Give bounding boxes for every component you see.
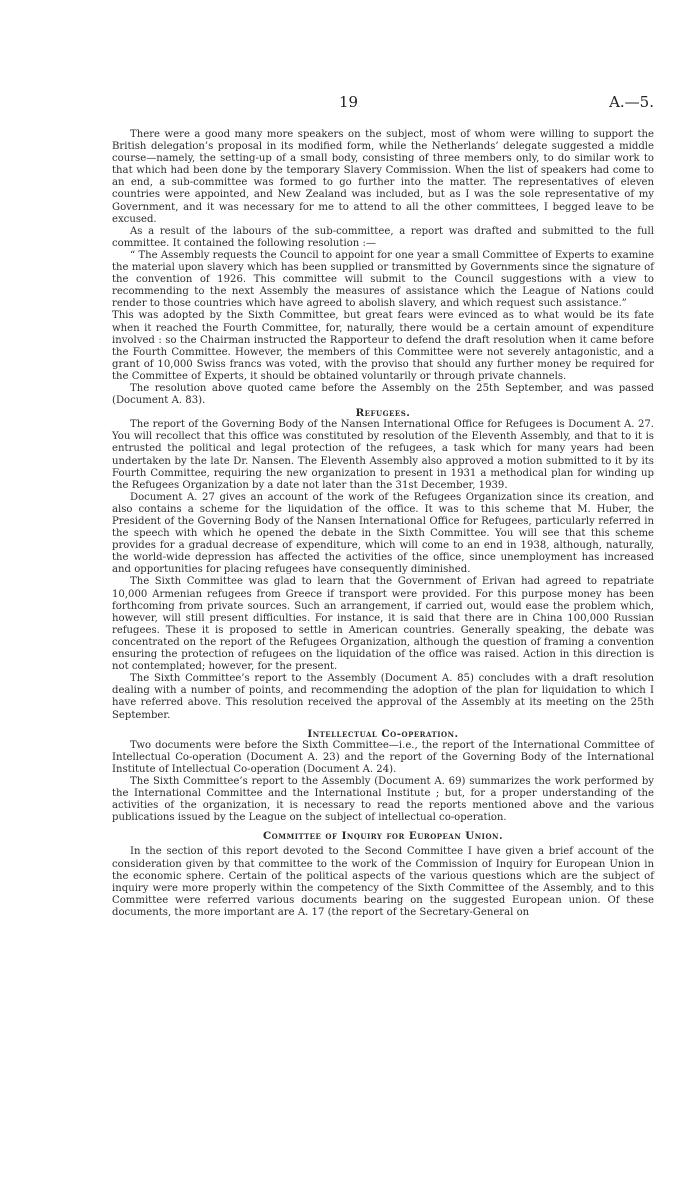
paragraph-nansen-office: The report of the Governing Body of the Nansen International Office for Refugees is Document A. 27. You will recollect that this office was constituted by resolution of the Eleventh Assembly, and that to it is entrusted the political and legal protection of the refugees, a task which for many years had been undertaken by the late Dr. Nansen. The Eleventh Assembly also approved a motion submitted to it by its Fourth Committee, requiring the new organization to present in 1931 a methodical plan for winding up the Refugees Organization by a date not later than the 31st December, 1939. (112, 419, 654, 491)
section-heading-refugees: Refugees. (355, 407, 411, 420)
paragraph-refugees-resolution: The Sixth Committee’s report to the Assembly (Document A. 85) concludes with a draft resolution dealing with a number of points, and recommending the adoption of the plan for liquidation to which I have referred above. This resolution received the approval of the Assembly at its meeting on the 25th September. (112, 673, 654, 721)
page-body (112, 129, 654, 919)
paragraph-erivan-refugees: The Sixth Committee was glad to learn that the Government of Erivan had agreed to repatriate 10,000 Armenian refugees from Greece if transport were provided. For this purpose money has been forthcoming from private sources. Such an arrangement, if carried out, would ease the problem which, however, will still present difficulties. For instance, it is said that there are in China 100,000 Russian refugees. These it is proposed to settle in American countries. Generally speaking, the debate was concentrated on the report of the Refugees Organization, although the question of framing a convention ensuring the protection of refugees on the liquidation of the office was raised. Action in this direction is not contemplated; however, for the present. (112, 576, 654, 673)
paragraph-intellectual-report: The Sixth Committee’s report to the Assembly (Document A. 69) summarizes the work performed by the International Committee and the International Institute ; but, for a proper understanding of the activities of the organization, it is necessary to read the reports mentioned above and the various publications issued by the League on the subject of intellectual co-operation. (112, 775, 654, 824)
page-header (0, 93, 700, 116)
paragraph-sub-committee-report: As a result of the labours of the sub-committee, a report was drafted and submitted to the full committee. It contained the following resolution :— (112, 225, 654, 249)
paragraph-liquidation-scheme: Document A. 27 gives an account of the work of the Refugees Organization since its creation, and also contains a scheme for the liquidation of the office. It was to this scheme that M. Huber, the President of the Governing Body of the Nansen International Office for Refugees, particularly referred in the speech with which he opened the debate in the Sixth Committee. You will see that this scheme provides for a gradual decrease of expenditure, which will come to an end in 1938, although, naturally, the world-wide depression has affected the activities of the office, since unemployment has increased and opportunities for placing refugees have consequently diminished. (112, 491, 654, 576)
paragraph-intellectual-documents: Two documents were before the Sixth Committee—i.e., the report of the International Committee of Intellectual Co-operation (Document A. 23) and the report of the Governing Body of the International Institute of Intellectual Co-operation (Document A. 24). (112, 739, 654, 775)
paragraph-adoption: This was adopted by the Sixth Committee, but great fears were evinced as to what would be its fate when it reached the Fourth Committee, for, naturally, there would be a certain amount of expenditure involved : so the Chairman instructed the Rapporteur to defend the draft resolution when it came before the Fourth Committee. However, the members of this Committee were not severely antagonistic, and a grant of 10,000 Swiss francs was voted, with the proviso that should any further money be required for the Committee of Experts, it should be obtained voluntarily or through private channels. (112, 310, 654, 382)
paragraph-european-union: In the section of this report devoted to the Second Committee I have given a brief account of the consideration given by that committee to the work of the Commission of Inquiry for European Union in the economic sphere. Certain of the political aspects of the various questions which are the subject of inquiry were more properly within the competency of the Sixth Committee of the Assembly, and to this Committee were referred various documents bearing on the suggested European union. Of these documents, the more important are A. 17 (the report of the Secretary-General on (112, 846, 654, 918)
section-heading-european-union: Committee of Inquiry for European Union. (262, 830, 504, 843)
quoted-resolution: “ The Assembly requests the Council to appoint for one year a small Committee of Experts to examine the material upon slavery which has been supplied or transmitted by Governments since the signature of the convention of 1926. This committee will submit to the Council suggestions with a view to recommending to the next Assembly the measures of assistance which the League of Nations could render to those countries which have agreed to abolish slavery, and which request such assistance.” (112, 249, 654, 310)
paragraph-slavery-speakers: There were a good many more speakers on the subject, most of whom were willing to support the British delegation’s proposal in its modified form, while the Netherlands’ delegate suggested a middle course—namely, the setting-up of a small body, consisting of three members only, to do similar work to that which had been done by the temporary Slavery Commission. When the list of speakers had come to an end, a sub-committee was formed to go further into the matter. The representatives of eleven countries were appointed, and New Zealand was included, but as I was the sole representative of my Government, and it was necessary for me to attend to all the other committees, I begged leave to be excused. (112, 129, 654, 225)
section-heading-intellectual-co-operation: Intellectual Co-operation. (307, 727, 459, 740)
page-number: 19 (339, 93, 359, 111)
paragraph-assembly-passed: The resolution above quoted came before the Assembly on the 25th September, and was passed (Document A. 83). (112, 382, 654, 407)
document-reference: A.—5. (609, 93, 654, 111)
